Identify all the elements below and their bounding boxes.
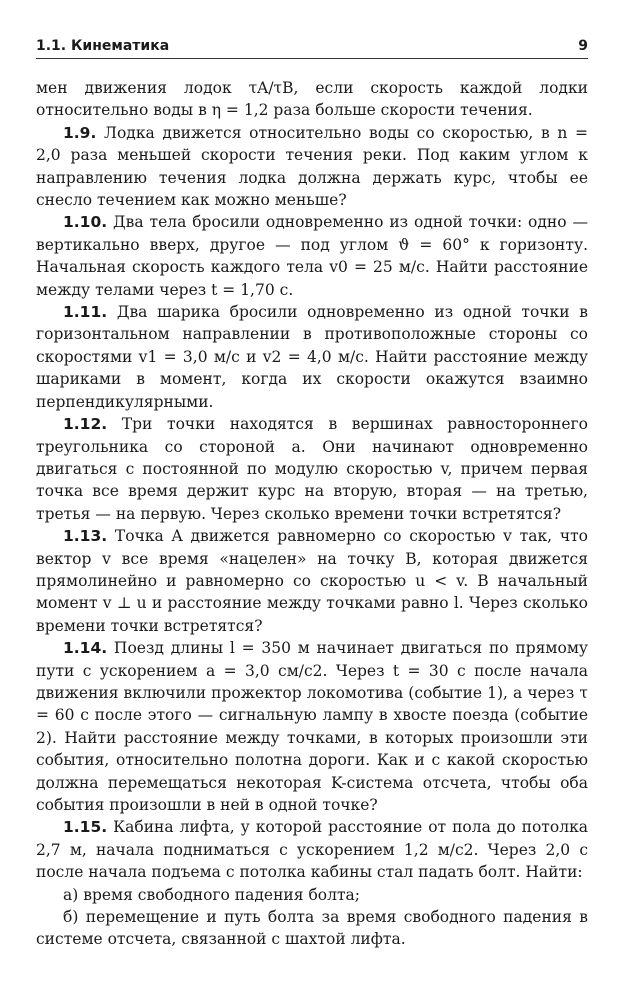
problem-text: Два тела бросили одновременно из одной точки: одно — вертикально вверх, другое — под углом ϑ = 60° к горизонту. Начальная скорость каждого тела v0 = 25 м/с. Найти расстояние между телами через t = 1,70 с. [36,213,588,299]
problem-number: 1.13. [63,527,108,546]
problem-1-11 [36,301,588,413]
problem-1-10 [36,211,588,301]
problem-1-9 [36,122,588,212]
problem-1-14 [36,637,588,816]
running-header [36,38,588,59]
page-number: 9 [578,38,588,54]
continuation-paragraph: мен движения лодок τA/τB, если скорость каждой лодки относительно воды в η = 1,2 раза больше скорости течения. [36,79,588,120]
problem-text: Лодка движется относительно воды со скоростью, в n = 2,0 раза меньшей скорости течения реки. Под каким углом к направлению течения лодка должна держать курс, чтобы ее снесло течением как можно меньше? [36,123,588,210]
sub-item-b: б) перемещение и путь болта за время свободного падения в системе отсчета, связанной с шахтой лифта. [36,908,588,949]
text-body [36,77,588,951]
problem-number: 1.9. [63,123,97,142]
problem-1-12 [36,413,588,525]
problem-number: 1.15. [63,818,108,837]
problem-number: 1.10. [63,213,108,232]
section-title: 1.1. Кинематика [36,38,170,54]
problem-number: 1.11. [63,303,108,322]
problem-text: Три точки находятся в вершинах равностороннего треугольника со стороной a. Они начинают одновременно двигаться с постоянной по модулю скоростью v, причем первая точка все время держит курс на вторую, вторая — на третью, третья — на первую. Через сколько времени точки встретятся? [36,415,588,523]
problem-1-15 [36,816,588,883]
problem-text: Поезд длины l = 350 м начинает двигаться по прямому пути с ускорением a = 3,0 см/с2. Через t = 30 с после начала движения включили прожектор локомотива (событие 1), а через τ = 60 с после этого — сигнальную лампу в хвосте поезда (событие 2). Найти расстояние между точками, в которых произошли эти события, относительно полотна дороги. Как и с какой скоростью должна перемещаться некоторая K-система отсчета, чтобы оба события произошли в ней в одной точке? [36,639,589,814]
problem-number: 1.14. [63,639,108,658]
problem-text: Два шарика бросили одновременно из одной точки в горизонтальном направлении в противоположные стороны со скоростями v1 = 3,0 м/с и v2 = 4,0 м/с. Найти расстояние между шариками в момент, когда их скорости окажутся взаимно перпендикулярными. [36,303,588,411]
problem-text: Точка A движется равномерно со скоростью v так, что вектор v все время «нацелен» на точку B, которая движется прямолинейно и равномерно со скоростью u < v. В начальный момент v ⊥ u и расстояние между точками равно l. Через сколько времени точки встретятся? [36,527,588,635]
book-page [36,38,588,951]
problem-number: 1.12. [63,415,108,434]
problem-1-13 [36,525,588,637]
sub-item-a: а) время свободного падения болта; [63,885,360,904]
problem-text: Кабина лифта, у которой расстояние от пола до потолка 2,7 м, начала подниматься с ускорением 1,2 м/с2. Через 2,0 с после начала подъема с потолка кабины стал падать болт. Найти: [36,818,588,882]
